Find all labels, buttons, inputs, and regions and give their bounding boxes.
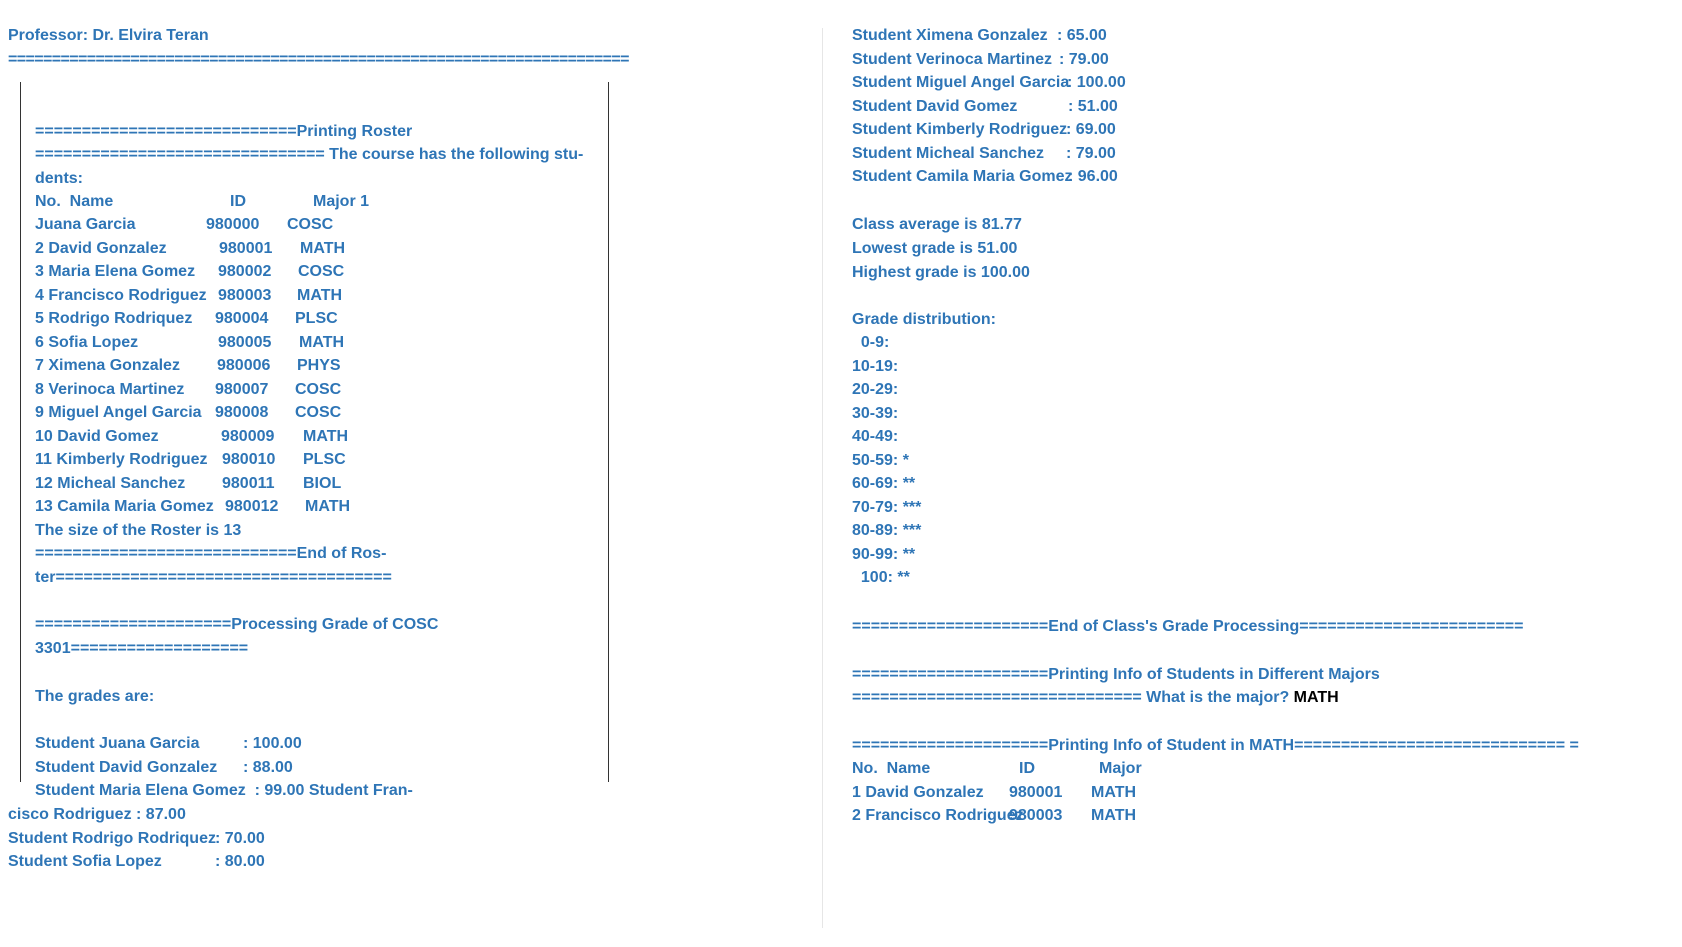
distribution-row: 30-39: [852, 404, 899, 422]
roster-row-major: PHYS [297, 357, 341, 374]
highest-grade: Highest grade is 100.00 [852, 264, 1030, 281]
grade-value: : 100.00 [1067, 74, 1126, 91]
distribution-row: 100: ** [852, 569, 910, 586]
roster-row-id: 980008 [215, 404, 269, 421]
grades-are: The grades are: [35, 688, 155, 705]
roster-row-major: PLSC [303, 451, 346, 468]
grade-label: Student Ximena Gonzalez [852, 27, 1048, 44]
grade-value: : 79.00 [1066, 144, 1116, 162]
separator-line: ======================================================================= [8, 51, 629, 68]
roster-row-id: 980011 [222, 474, 275, 492]
roster-row-major: MATH [305, 498, 351, 515]
major-question: =============================== What is the major? [852, 689, 1294, 706]
roster-row-id: 980000 [206, 216, 260, 233]
class-average: Class average is 81.77 [852, 216, 1022, 233]
grade-value: : 96.00 [1068, 168, 1118, 185]
end-processing: =====================End of Class's Grade Processing======================== [852, 618, 1524, 635]
majors-header: =====================Printing Info of Students in Different Majors [852, 666, 1380, 683]
roster-row-major: MATH [297, 286, 343, 304]
lowest-grade: Lowest grade is 51.00 [852, 240, 1018, 257]
roster-row-major: MATH [303, 427, 349, 445]
grade-label: Student Rodrigo Rodriquez [8, 830, 216, 847]
distribution-row: 50-59: * [852, 451, 909, 469]
roster-row-major: COSC [287, 216, 334, 233]
grade-value: : 69.00 [1066, 121, 1116, 138]
math-header: =====================Printing Info of Student in MATH============================= = [852, 737, 1579, 754]
roster-row-major: COSC [295, 404, 342, 421]
math-header-major: Major [1099, 760, 1142, 777]
roster-row-id: 980006 [217, 357, 271, 374]
course-line-2: dents: [35, 170, 83, 187]
roster-header-major: Major 1 [313, 193, 370, 210]
processing-1: =====================Processing Grade of COSC [35, 616, 439, 633]
roster-row-id: 980003 [218, 286, 272, 304]
grade-value: : 100.00 [243, 735, 302, 752]
math-row-name: 1 David Gonzalez [852, 784, 984, 801]
left-box-border-left [20, 82, 21, 782]
roster-header-id: ID [230, 193, 246, 210]
roster-row-name: 5 Rodrigo Rodriquez [35, 310, 193, 327]
roster-row-id: 980004 [215, 310, 269, 327]
grade-value: : 51.00 [1068, 97, 1118, 115]
roster-row-name: 7 Ximena Gonzalez [35, 357, 180, 374]
distribution-row: 0-9: [852, 334, 890, 351]
roster-row-name: 3 Maria Elena Gomez [35, 263, 196, 280]
roster-row-name: 6 Sofia Lopez [35, 333, 139, 351]
grade-value: : 70.00 [215, 830, 265, 847]
distribution-row: 60-69: ** [852, 475, 916, 492]
professor-line: Professor: Dr. Elvira Teran [8, 27, 209, 44]
roster-row-name: 4 Francisco Rodriguez [35, 286, 207, 304]
distribution-title: Grade distribution: [852, 311, 996, 328]
distribution-row: 90-99: ** [852, 545, 916, 563]
roster-row-major: BIOL [303, 474, 342, 492]
grade-label: Student Kimberly Rodriguez [852, 121, 1068, 138]
roster-row-name: 10 David Gomez [35, 427, 159, 445]
roster-row-major: COSC [295, 380, 342, 398]
grade-label: Student Sofia Lopez [8, 853, 162, 870]
math-row-id: 980001 [1009, 784, 1063, 801]
roster-row-major: COSC [298, 263, 345, 280]
distribution-row: 40-49: [852, 428, 899, 445]
roster-row-major: PLSC [295, 310, 338, 327]
left-box-border-right [608, 82, 609, 782]
distribution-row: 20-29: [852, 381, 899, 398]
math-row-major: MATH [1091, 784, 1137, 801]
math-row-name: 2 Francisco Rodriguez [852, 807, 1024, 824]
grade-label: Student David Gonzalez [35, 759, 218, 776]
roster-row-id: 980001 [219, 239, 273, 257]
math-header-id: ID [1019, 760, 1035, 777]
roster-row-name: 11 Kimberly Rodriguez [35, 451, 208, 468]
end-roster-1: ============================End of Ros- [35, 545, 387, 562]
roster-row-name: 13 Camila Maria Gomez [35, 498, 214, 515]
grade-wrap-2: cisco Rodriguez : 87.00 [8, 806, 186, 823]
roster-row-id: 980005 [218, 333, 272, 351]
grade-value: : 65.00 [1057, 27, 1107, 44]
major-question-line [852, 688, 1339, 708]
grade-value: : 88.00 [243, 759, 293, 776]
math-row-major: MATH [1091, 807, 1137, 824]
roster-row-name: 9 Miguel Angel Garcia [35, 404, 202, 421]
grade-label: Student Verinoca Martinez [852, 50, 1053, 68]
grade-label: Student Miguel Angel Garcia [852, 74, 1070, 91]
roster-row-name: Juana Garcia [35, 216, 136, 233]
roster-size: The size of the Roster is 13 [35, 522, 242, 539]
roster-row-name: 12 Micheal Sanchez [35, 474, 186, 492]
processing-2: 3301=================== [35, 640, 249, 657]
roster-row-major: MATH [299, 333, 345, 351]
roster-row-id: 980007 [215, 380, 269, 398]
roster-row-name: 8 Verinoca Martinez [35, 380, 185, 398]
roster-row-id: 980002 [218, 263, 272, 280]
distribution-row: 10-19: [852, 357, 899, 375]
grade-label: Student Micheal Sanchez [852, 144, 1045, 162]
roster-row-id: 980010 [222, 451, 276, 468]
grade-label: Student Camila Maria Gomez [852, 168, 1073, 185]
grade-wrap-1: Student Maria Elena Gomez : 99.00 Student Fran- [35, 782, 413, 799]
math-header-name: No. Name [852, 760, 931, 777]
column-divider [822, 28, 823, 928]
distribution-row: 70-79: *** [852, 498, 922, 516]
grade-label: Student David Gomez [852, 97, 1018, 115]
distribution-row: 80-89: *** [852, 522, 922, 539]
roster-row-name: 2 David Gonzalez [35, 239, 167, 257]
end-roster-2: ter==================================== [35, 569, 392, 586]
roster-header: ============================Printing Roster [35, 123, 413, 140]
math-row-id: 980003 [1009, 807, 1063, 824]
roster-row-id: 980012 [225, 498, 279, 515]
course-line-1: =============================== The course has the following stu- [35, 146, 584, 163]
roster-row-major: MATH [300, 239, 346, 257]
grade-label: Student Juana Garcia [35, 735, 200, 752]
major-answer: MATH [1293, 689, 1339, 706]
grade-value: : 79.00 [1059, 50, 1109, 68]
roster-row-id: 980009 [221, 427, 275, 445]
grade-value: : 80.00 [215, 853, 265, 870]
roster-header-name: No. Name [35, 193, 114, 210]
